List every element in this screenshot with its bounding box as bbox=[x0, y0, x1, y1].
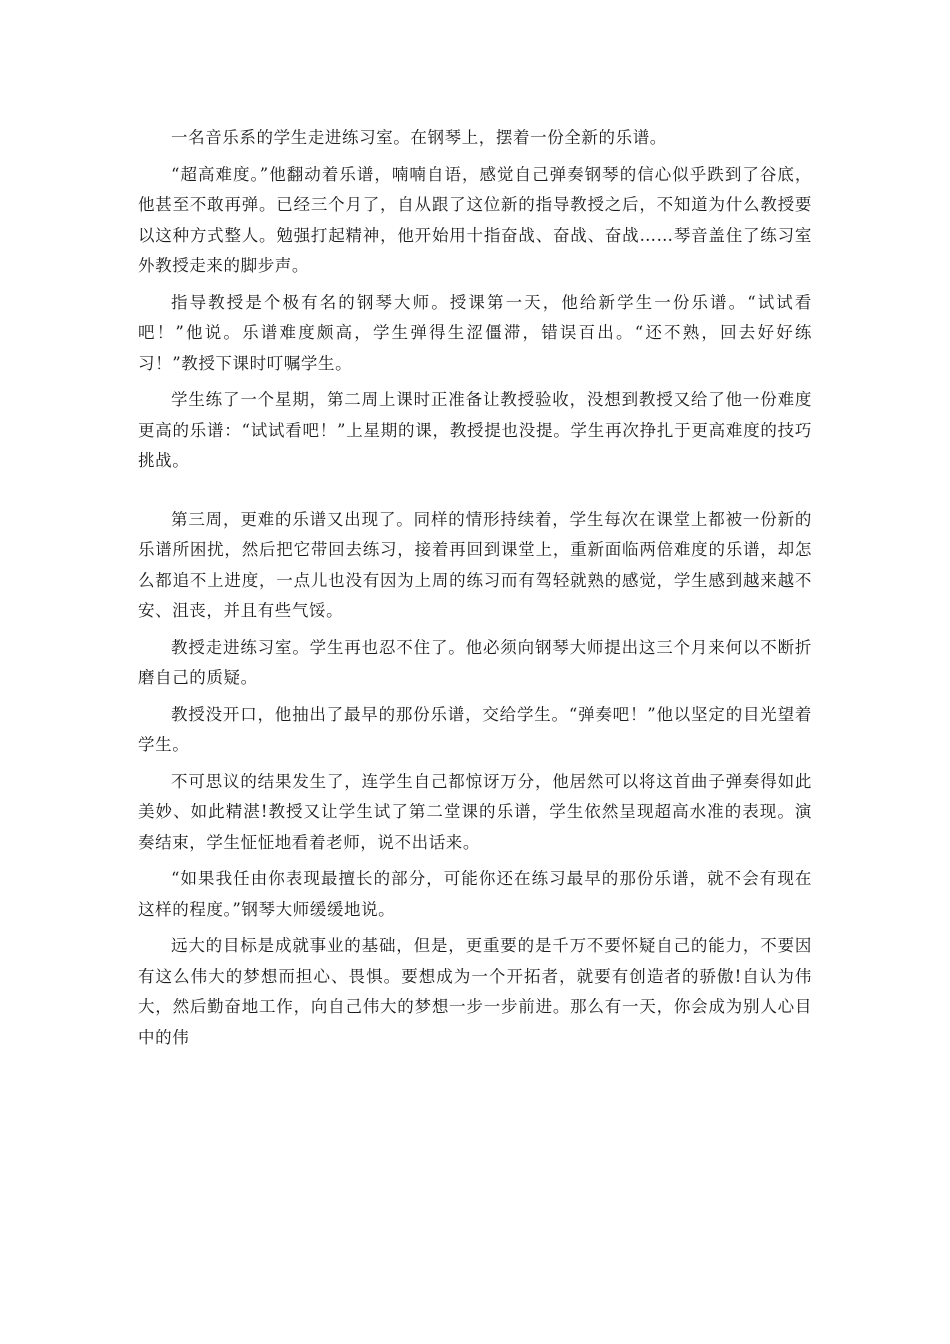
paragraph-1: 一名音乐系的学生走进练习室。在钢琴上，摆着一份全新的乐谱。 bbox=[171, 128, 667, 147]
paragraph-5: 第三周，更难的乐谱又出现了。同样的情形持续着，学生每次在课堂上都被一份新的乐谱所困扰，然后把它带回去练习，接着再回到课堂上，重新面临两倍难度的乐谱，却怎么都追不上进度，一点儿也没有因为上周的练习而有驾轻就熟的感觉，学生感到越来越不安、沮丧，并且有些气馁。 bbox=[138, 509, 812, 620]
paragraph-6: 教授走进练习室。学生再也忍不住了。他必须向钢琴大师提出这三个月来何以不断折磨自己的质疑。 bbox=[138, 637, 812, 687]
paragraph-4: 学生练了一个星期，第二周上课时正准备让教授验收，没想到教授又给了他一份难度更高的乐谱：“试试看吧！”上星期的课，教授提也没提。学生再次挣扎于更高难度的技巧挑战。 bbox=[138, 390, 812, 470]
paragraph-8: 不可思议的结果发生了，连学生自己都惊讶万分，他居然可以将这首曲子弹奏得如此美妙、如此精湛!教授又让学生试了第二堂课的乐谱，学生依然呈现超高水准的表现。演奏结束，学生怔怔地看着老师，说不出话来。 bbox=[138, 771, 812, 852]
paragraph-7: 教授没开口，他抽出了最早的那份乐谱，交给学生。“弹奏吧！”他以坚定的目光望着学生。 bbox=[138, 704, 812, 754]
document-body bbox=[138, 123, 812, 1059]
paragraph-2: “超高难度。”他翻动着乐谱，喃喃自语，感觉自己弹奏钢琴的信心似乎跌到了谷底，他甚至不敢再弹。已经三个月了，自从跟了这位新的指导教授之后，不知道为什么教授要以这种方式整人。勉强打起精神，他开始用十指奋战、奋战、奋战……琴音盖住了练习室外教授走来的脚步声。 bbox=[138, 164, 812, 275]
paragraph-3: 指导教授是个极有名的钢琴大师。授课第一天，他给新学生一份乐谱。“试试看吧！”他说。乐谱难度颇高，学生弹得生涩僵滞，错误百出。“还不熟，回去好好练习！”教授下课时叮嘱学生。 bbox=[138, 292, 812, 373]
paragraph-10: 远大的目标是成就事业的基础，但是，更重要的是千万不要怀疑自己的能力，不要因有这么伟大的梦想而担心、畏惧。要想成为一个开拓者，就要有创造者的骄傲!自认为伟大，然后勤奋地工作，向自己伟大的梦想一步一步前进。那么有一天，你会成为别人心目中的伟 bbox=[138, 936, 812, 1047]
paragraph-9: “如果我任由你表现最擅长的部分，可能你还在练习最早的那份乐谱，就不会有现在这样的程度。”钢琴大师缓缓地说。 bbox=[138, 869, 812, 919]
